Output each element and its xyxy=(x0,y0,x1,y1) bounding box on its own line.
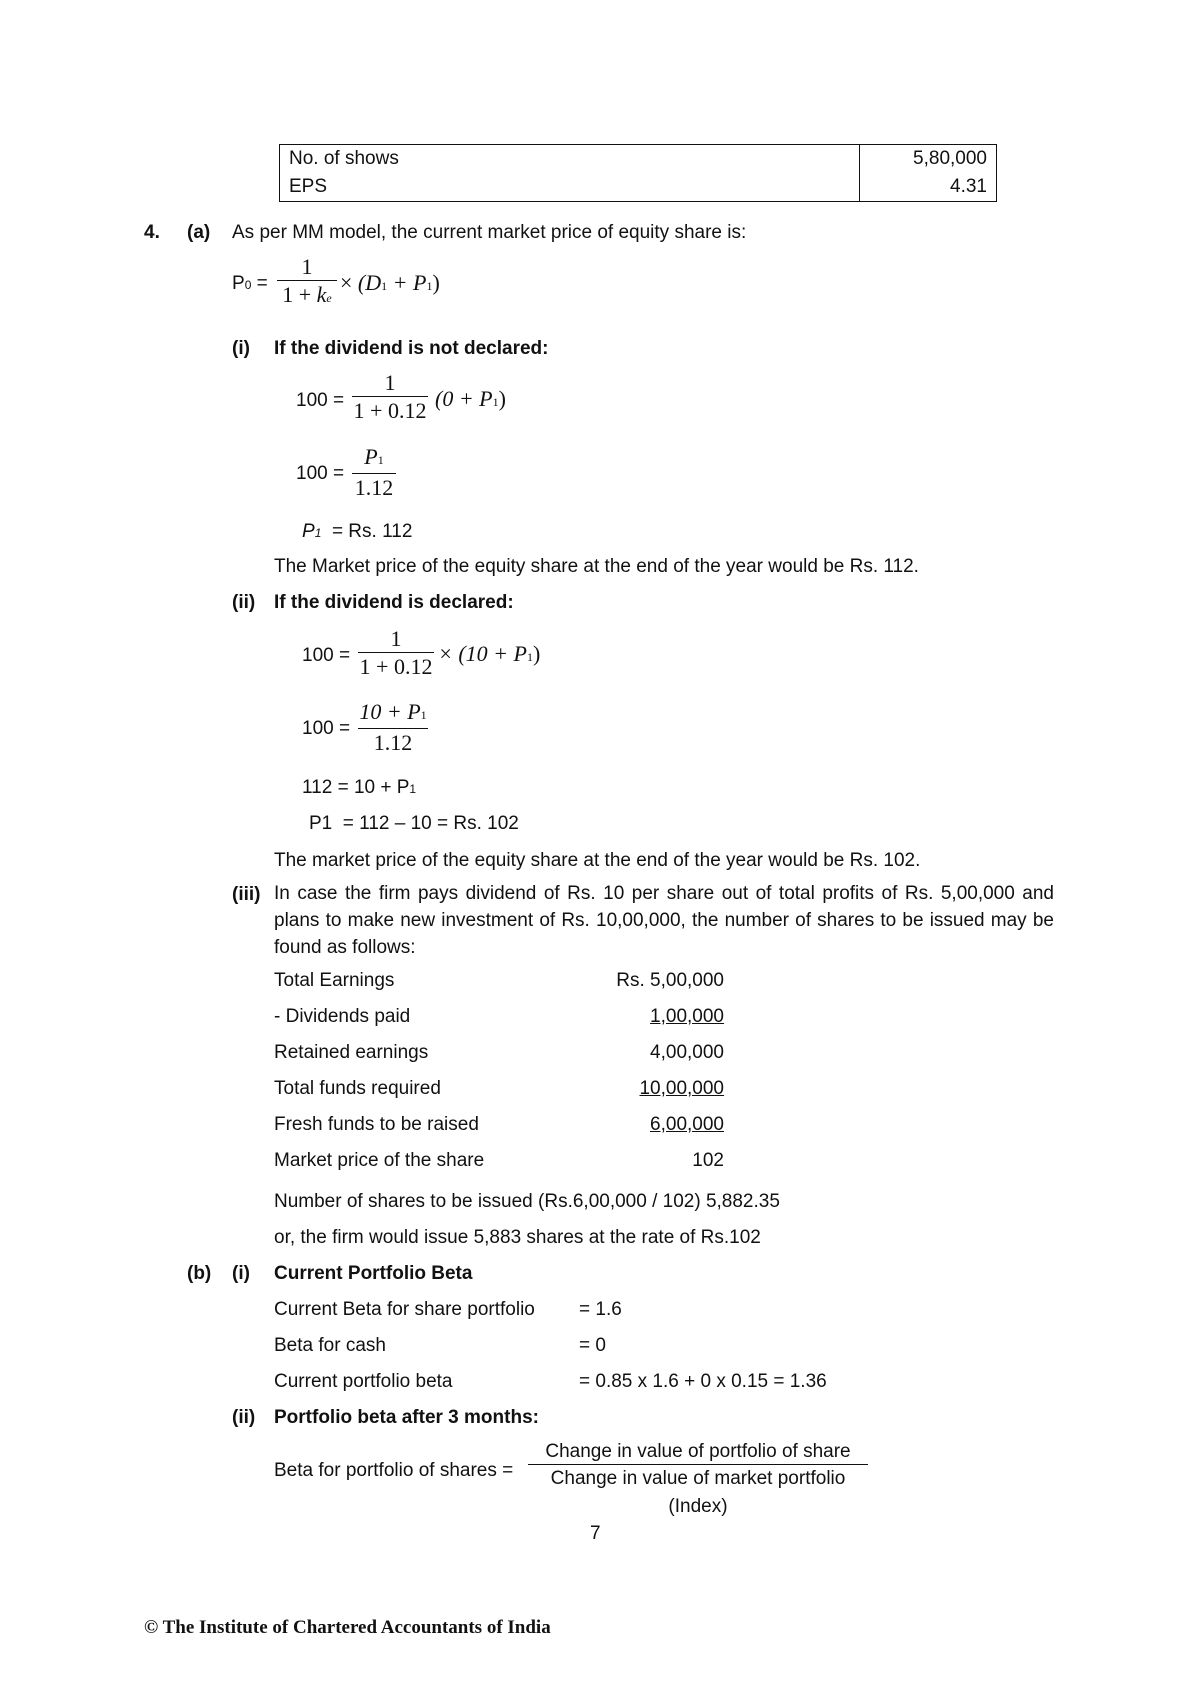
b-i-title: Current Portfolio Beta xyxy=(274,1263,473,1284)
ii-line3 xyxy=(302,777,416,799)
iii-row-label: Total funds required xyxy=(274,1078,441,1099)
part-b-label: (b) xyxy=(187,1263,212,1284)
p0-denominator xyxy=(277,281,337,312)
i-eq2-fraction xyxy=(352,444,396,502)
ii-eq2-fraction xyxy=(358,699,428,757)
ii-eq1-fraction xyxy=(358,626,434,681)
i-eq1-numerator: 1 xyxy=(384,370,396,395)
iii-shares: Number of shares to be issued (Rs.6,00,000 / 102) 5,882.35 xyxy=(274,1191,780,1212)
part-ii-label: (ii) xyxy=(232,592,256,613)
beta-fraction xyxy=(528,1440,868,1521)
times-symbol: × xyxy=(340,270,353,295)
beta-denominator: Change in value of market portfolio (Index) xyxy=(550,1468,846,1517)
table-row xyxy=(280,173,997,202)
d1-symbol: (D xyxy=(357,270,382,295)
i-p1-line xyxy=(302,521,412,543)
p1-subscript: 1 xyxy=(526,650,533,664)
p-subscript: 1 xyxy=(377,453,384,467)
ii-eq1-lhs: 100 = xyxy=(302,645,351,666)
i-p1-value: = Rs. 112 xyxy=(331,521,413,542)
ii-eq2-numerator xyxy=(358,699,428,728)
one-plus: 1 + xyxy=(282,282,312,307)
beta-row-label: Beta for cash xyxy=(274,1335,386,1356)
beta-row-label: Current portfolio beta xyxy=(274,1371,453,1392)
p1-subscript: 1 xyxy=(426,279,433,293)
i-eq1-paren: (0 + P xyxy=(435,386,493,411)
k-symbol: k xyxy=(316,282,327,307)
ii-line3-text: 112 = 10 + P xyxy=(302,777,410,798)
p0-symbol: P xyxy=(232,273,245,294)
p-symbol: P xyxy=(364,444,378,469)
iii-row-value: 1,00,000 xyxy=(650,1006,724,1027)
eps-table xyxy=(279,144,997,202)
ii-num: 10 + P xyxy=(359,699,421,724)
table-row xyxy=(280,145,997,174)
b-ii-label: (ii) xyxy=(232,1407,256,1428)
close-paren: ) xyxy=(432,270,440,295)
p1-subscript: 1 xyxy=(492,395,499,409)
beta-numerator: Change in value of portfolio of share xyxy=(545,1441,851,1462)
beta-row-value: = 0.85 x 1.6 + 0 x 0.15 = 1.36 xyxy=(579,1371,827,1392)
iii-row-label: Market price of the share xyxy=(274,1150,485,1171)
i-eq1-rhs xyxy=(435,386,506,412)
question-number: 4. xyxy=(144,222,160,243)
b-ii-title: Portfolio beta after 3 months: xyxy=(274,1407,539,1428)
beta-row-label: Current Beta for share portfolio xyxy=(274,1299,535,1320)
i-eq2-lhs: 100 = xyxy=(296,463,345,484)
ii-eq2-denominator: 1.12 xyxy=(373,730,413,755)
p-subscript: 1 xyxy=(314,526,322,540)
p0-fraction xyxy=(277,254,337,312)
part-ii-title: If the dividend is declared: xyxy=(274,592,514,613)
d1-subscript: 1 xyxy=(381,279,388,293)
iii-paragraph: In case the firm pays dividend of Rs. 10 per share out of total profits of Rs. 5,00,000 and plans to make new investment of Rs. 10,00,000, the number of shares to be issued may be found as follows: xyxy=(274,883,1054,958)
i-eq1-lhs: 100 = xyxy=(296,390,345,411)
ii-conclusion: The market price of the equity share at the end of the year would be Rs. 102. xyxy=(274,850,921,871)
iii-row-label: Fresh funds to be raised xyxy=(274,1114,479,1135)
beta-row-value: = 0 xyxy=(579,1335,606,1356)
k-subscript: e xyxy=(326,291,332,305)
page-number: 7 xyxy=(590,1523,601,1544)
i-eq2-denominator: 1.12 xyxy=(354,475,394,500)
iii-row-label: - Dividends paid xyxy=(274,1006,411,1027)
beta-lhs: Beta for portfolio of shares = xyxy=(274,1460,514,1481)
ii-eq1-denominator: 1 + 0.12 xyxy=(359,654,433,679)
p0-rhs xyxy=(340,270,440,296)
close-paren: ) xyxy=(498,386,506,411)
table-cell-label: EPS xyxy=(280,173,860,202)
table-cell-label: No. of shows xyxy=(280,145,860,174)
iii-row-value: 4,00,000 xyxy=(650,1042,724,1063)
table-cell-value: 5,80,000 xyxy=(860,145,997,174)
ii-line4: P1 = 112 – 10 = Rs. 102 xyxy=(309,813,519,834)
p0-numerator: 1 xyxy=(301,254,313,279)
ii-eq1-rhs xyxy=(438,641,540,667)
p1-symbol: + P xyxy=(392,270,427,295)
iii-final: or, the firm would issue 5,883 shares at the rate of Rs.102 xyxy=(274,1227,761,1248)
p-subscript: 1 xyxy=(420,708,427,722)
i-eq1-fraction xyxy=(352,370,428,425)
beta-row-value: = 1.6 xyxy=(579,1299,622,1320)
ii-eq1-numerator: 1 xyxy=(390,626,402,651)
p-subscript: 1 xyxy=(409,782,417,796)
part-iii-label: (iii) xyxy=(232,884,261,905)
ii-eq2-lhs: 100 = xyxy=(302,718,351,739)
p0-subscript: 0 xyxy=(244,278,252,292)
part-i-label: (i) xyxy=(232,338,250,359)
iii-row-value: Rs. 5,00,000 xyxy=(616,970,724,991)
i-conclusion: The Market price of the equity share at the end of the year would be Rs. 112. xyxy=(274,556,919,577)
equals: = xyxy=(256,273,268,294)
iii-row-value: 6,00,000 xyxy=(650,1114,724,1135)
i-eq2-numerator xyxy=(352,444,396,473)
p-symbol: P xyxy=(302,521,315,542)
p0-lhs xyxy=(232,273,268,295)
iii-row-value: 10,00,000 xyxy=(639,1078,724,1099)
ii-eq1-paren: × (10 + P xyxy=(438,641,527,666)
i-eq1-denominator: 1 + 0.12 xyxy=(353,398,427,423)
iii-row-label: Total Earnings xyxy=(274,970,395,991)
b-i-label: (i) xyxy=(232,1263,250,1284)
close-paren: ) xyxy=(532,641,541,666)
table-cell-value: 4.31 xyxy=(860,173,997,202)
part-a-label: (a) xyxy=(187,222,211,243)
part-i-title: If the dividend is not declared: xyxy=(274,338,549,359)
mm-intro: As per MM model, the current market price of equity share is: xyxy=(232,222,747,243)
iii-row-value: 102 xyxy=(692,1150,724,1171)
iii-row-label: Retained earnings xyxy=(274,1042,429,1063)
footer-copyright: © The Institute of Chartered Accountants of India xyxy=(144,1617,551,1638)
